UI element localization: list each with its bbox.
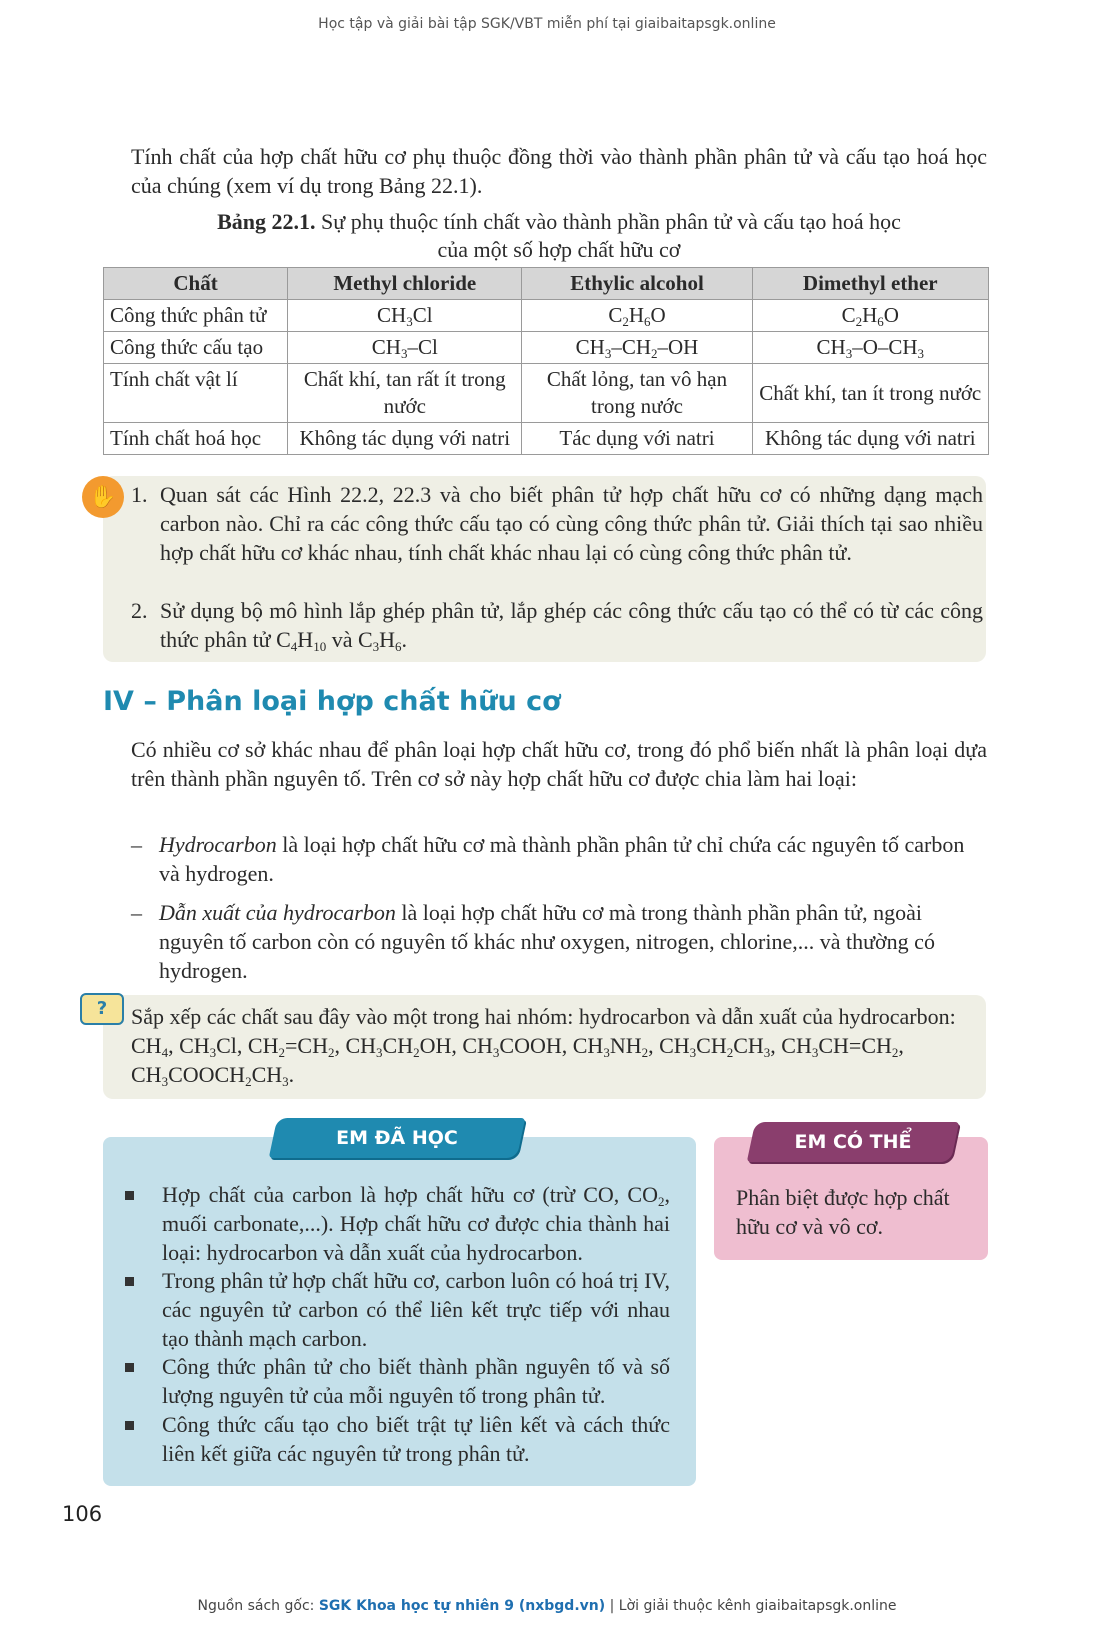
formula-cell: $CH_3Cl$	[288, 300, 522, 332]
list-item	[131, 830, 989, 888]
question-text-start: Sắp xếp các chất sau đây vào một trong hai nhóm: hydrocarbon và dẫn xuất của hydrocarbon:	[131, 1004, 956, 1029]
dash-marker: –	[131, 900, 142, 925]
learned-item	[162, 1266, 670, 1353]
table-caption-line2: của một số hợp chất hữu cơ	[437, 237, 681, 262]
dash-marker: –	[131, 832, 142, 857]
square-bullet-icon	[125, 1421, 134, 1430]
question-text: Quan sát các Hình 22.2, 22.3 và cho biết phân tử hợp chất hữu cơ có những dạng mạch carbon nào. Chỉ ra các công thức cấu tạo có cùng công thức phân tử. Giải thích tại sao nhiều hợp chất hữu cơ khác nhau, tính chất khác nhau lại có cùng công thức phân tử.	[160, 482, 983, 565]
row-label: Tính chất hoá học	[104, 423, 288, 455]
definition: là loại hợp chất hữu cơ mà thành phần phân tử chỉ chứa các nguyên tố carbon và hydrogen.	[159, 832, 965, 886]
term: Dẫn xuất của hydrocarbon	[159, 900, 396, 925]
footer	[0, 1598, 1094, 1614]
question-icon: ?	[80, 993, 124, 1025]
learned-item: Hợp chất của carbon là hợp chất hữu cơ (trừ CO, $CO_2$, muối carbonate,...). Hợp chất hữu cơ được chia thành hai loại: hydrocarbon và dẫn xuất của hydrocarbon.	[162, 1180, 670, 1267]
square-bullet-icon	[125, 1363, 134, 1372]
activity-question-2	[131, 596, 983, 654]
formula-cell: $CH_3-O-CH_3$	[752, 332, 988, 364]
table-cell: Chất khí, tan rất ít trong nước	[288, 364, 522, 423]
property-table	[103, 267, 989, 455]
learned-title: EM ĐÃ HỌC	[336, 1127, 458, 1149]
table-row	[104, 364, 989, 423]
table-header: Methyl chloride	[288, 268, 522, 300]
can-do-title: EM CÓ THỂ	[794, 1131, 912, 1153]
hand-icon: ✋	[82, 476, 124, 518]
table-header: Dimethyl ether	[752, 268, 988, 300]
row-label: Công thức phân tử	[104, 300, 288, 332]
table-row	[104, 423, 989, 455]
table-cell: Tác dụng với natri	[522, 423, 752, 455]
section-paragraph: Có nhiều cơ sở khác nhau để phân loại hợp chất hữu cơ, trong đó phổ biến nhất là phân loại dựa trên thành phần nguyên tố. Trên cơ sở này hợp chất hữu cơ được chia làm hai loại:	[131, 737, 987, 791]
footer-suffix: | Lời giải thuộc kênh giaibaitapsgk.online	[605, 1598, 897, 1614]
formula-cell: $CH_3-Cl$	[288, 332, 522, 364]
table-header: Ethylic alcohol	[522, 268, 752, 300]
learned-text-start: Hợp chất của carbon là hợp chất hữu cơ (trừ CO, CO	[162, 1182, 658, 1207]
learned-text-end: , muối carbonate,...). Hợp chất hữu cơ được chia thành hai loại: hydrocarbon và dẫn xuất của hydrocarbon.	[162, 1182, 670, 1265]
square-bullet-icon	[125, 1277, 134, 1286]
question-text: Sắp xếp các chất sau đây vào một trong hai nhóm: hydrocarbon và dẫn xuất của hydrocarbon: $CH_4$, $CH_3Cl$, $CH_2=CH_2$, $CH_3CH_2OH$, $CH_3COOH$, $CH_3NH_2$, $CH_3CH_2CH_3$, $CH_3CH=CH_2$, $CH_3COOCH_2CH_3$.	[131, 1004, 956, 1089]
table-cell: Chất lỏng, tan vô hạn trong nước	[522, 364, 752, 423]
row-label: Tính chất vật lí	[104, 364, 288, 423]
formula-cell: $C_2H_6O$	[522, 300, 752, 332]
table-cell: Không tác dụng với natri	[288, 423, 522, 455]
table-row	[104, 332, 989, 364]
learned-item	[162, 1410, 670, 1468]
table-caption-line1: Sự phụ thuộc tính chất vào thành phần phân tử và cấu tạo hoá học	[315, 209, 901, 234]
table-header: Chất	[104, 268, 288, 300]
footer-prefix: Nguồn sách gốc:	[197, 1598, 319, 1614]
learned-text: Công thức phân tử cho biết thành phần nguyên tố và số lượng nguyên tử của mỗi nguyên tố trong phân tử.	[162, 1354, 670, 1408]
question-text-start: Sử dụng bộ mô hình lắp ghép phân tử, lắp ghép các công thức cấu tạo có thể có từ các công thức phân tử	[160, 598, 983, 652]
table-cell: Chất khí, tan ít trong nước	[752, 364, 988, 423]
row-label: Công thức cấu tạo	[104, 332, 288, 364]
definition: là loại hợp chất hữu cơ mà trong thành phần phân tử, ngoài nguyên tố carbon còn có nguyên tố khác như oxygen, nitrogen, chlorine,... và thường có hydrogen.	[159, 900, 935, 983]
top-note: Học tập và giải bài tập SGK/VBT miễn phí tại giaibaitapsgk.online	[318, 16, 776, 32]
question-number: 1.	[131, 482, 148, 507]
term: Hydrocarbon	[159, 832, 277, 857]
intro-paragraph: Tính chất của hợp chất hữu cơ phụ thuộc đồng thời vào thành phần phân tử và cấu tạo hoá học của chúng (xem ví dụ trong Bảng 22.1).	[131, 144, 987, 198]
source-link[interactable]: SGK Khoa học tự nhiên 9 (nxbgd.vn)	[318, 1598, 606, 1614]
page-number: 106	[62, 1502, 103, 1526]
table-caption	[131, 208, 987, 264]
learned-item	[162, 1352, 670, 1410]
learned-text: Công thức cấu tạo cho biết trật tự liên kết và cách thức liên kết giữa các nguyên tử trong phân tử.	[162, 1412, 670, 1466]
formula-cell: $CH_3-CH_2-OH$	[522, 332, 752, 364]
square-bullet-icon	[125, 1191, 134, 1200]
table-header-row	[104, 268, 989, 300]
activity-question-1	[131, 480, 983, 567]
question-text: Sử dụng bộ mô hình lắp ghép phân tử, lắp ghép các công thức cấu tạo có thể có từ các công thức phân tử $C_4H_{10}$ và $C_3H_6$.	[160, 598, 983, 654]
table-row	[104, 300, 989, 332]
formula-cell: $C_2H_6O$	[752, 300, 988, 332]
learned-text: Trong phân tử hợp chất hữu cơ, carbon luôn có hoá trị IV, các nguyên tử carbon có thể liên kết trực tiếp với nhau tạo thành mạch carbon.	[162, 1268, 670, 1351]
question-number: 2.	[131, 598, 148, 623]
table-cell: Không tác dụng với natri	[752, 423, 988, 455]
section-heading: IV – Phân loại hợp chất hữu cơ	[103, 686, 561, 717]
list-item	[131, 898, 989, 985]
can-do-text: Phân biệt được hợp chất hữu cơ và vô cơ.	[736, 1185, 950, 1239]
table-caption-label: Bảng 22.1.	[217, 209, 316, 234]
